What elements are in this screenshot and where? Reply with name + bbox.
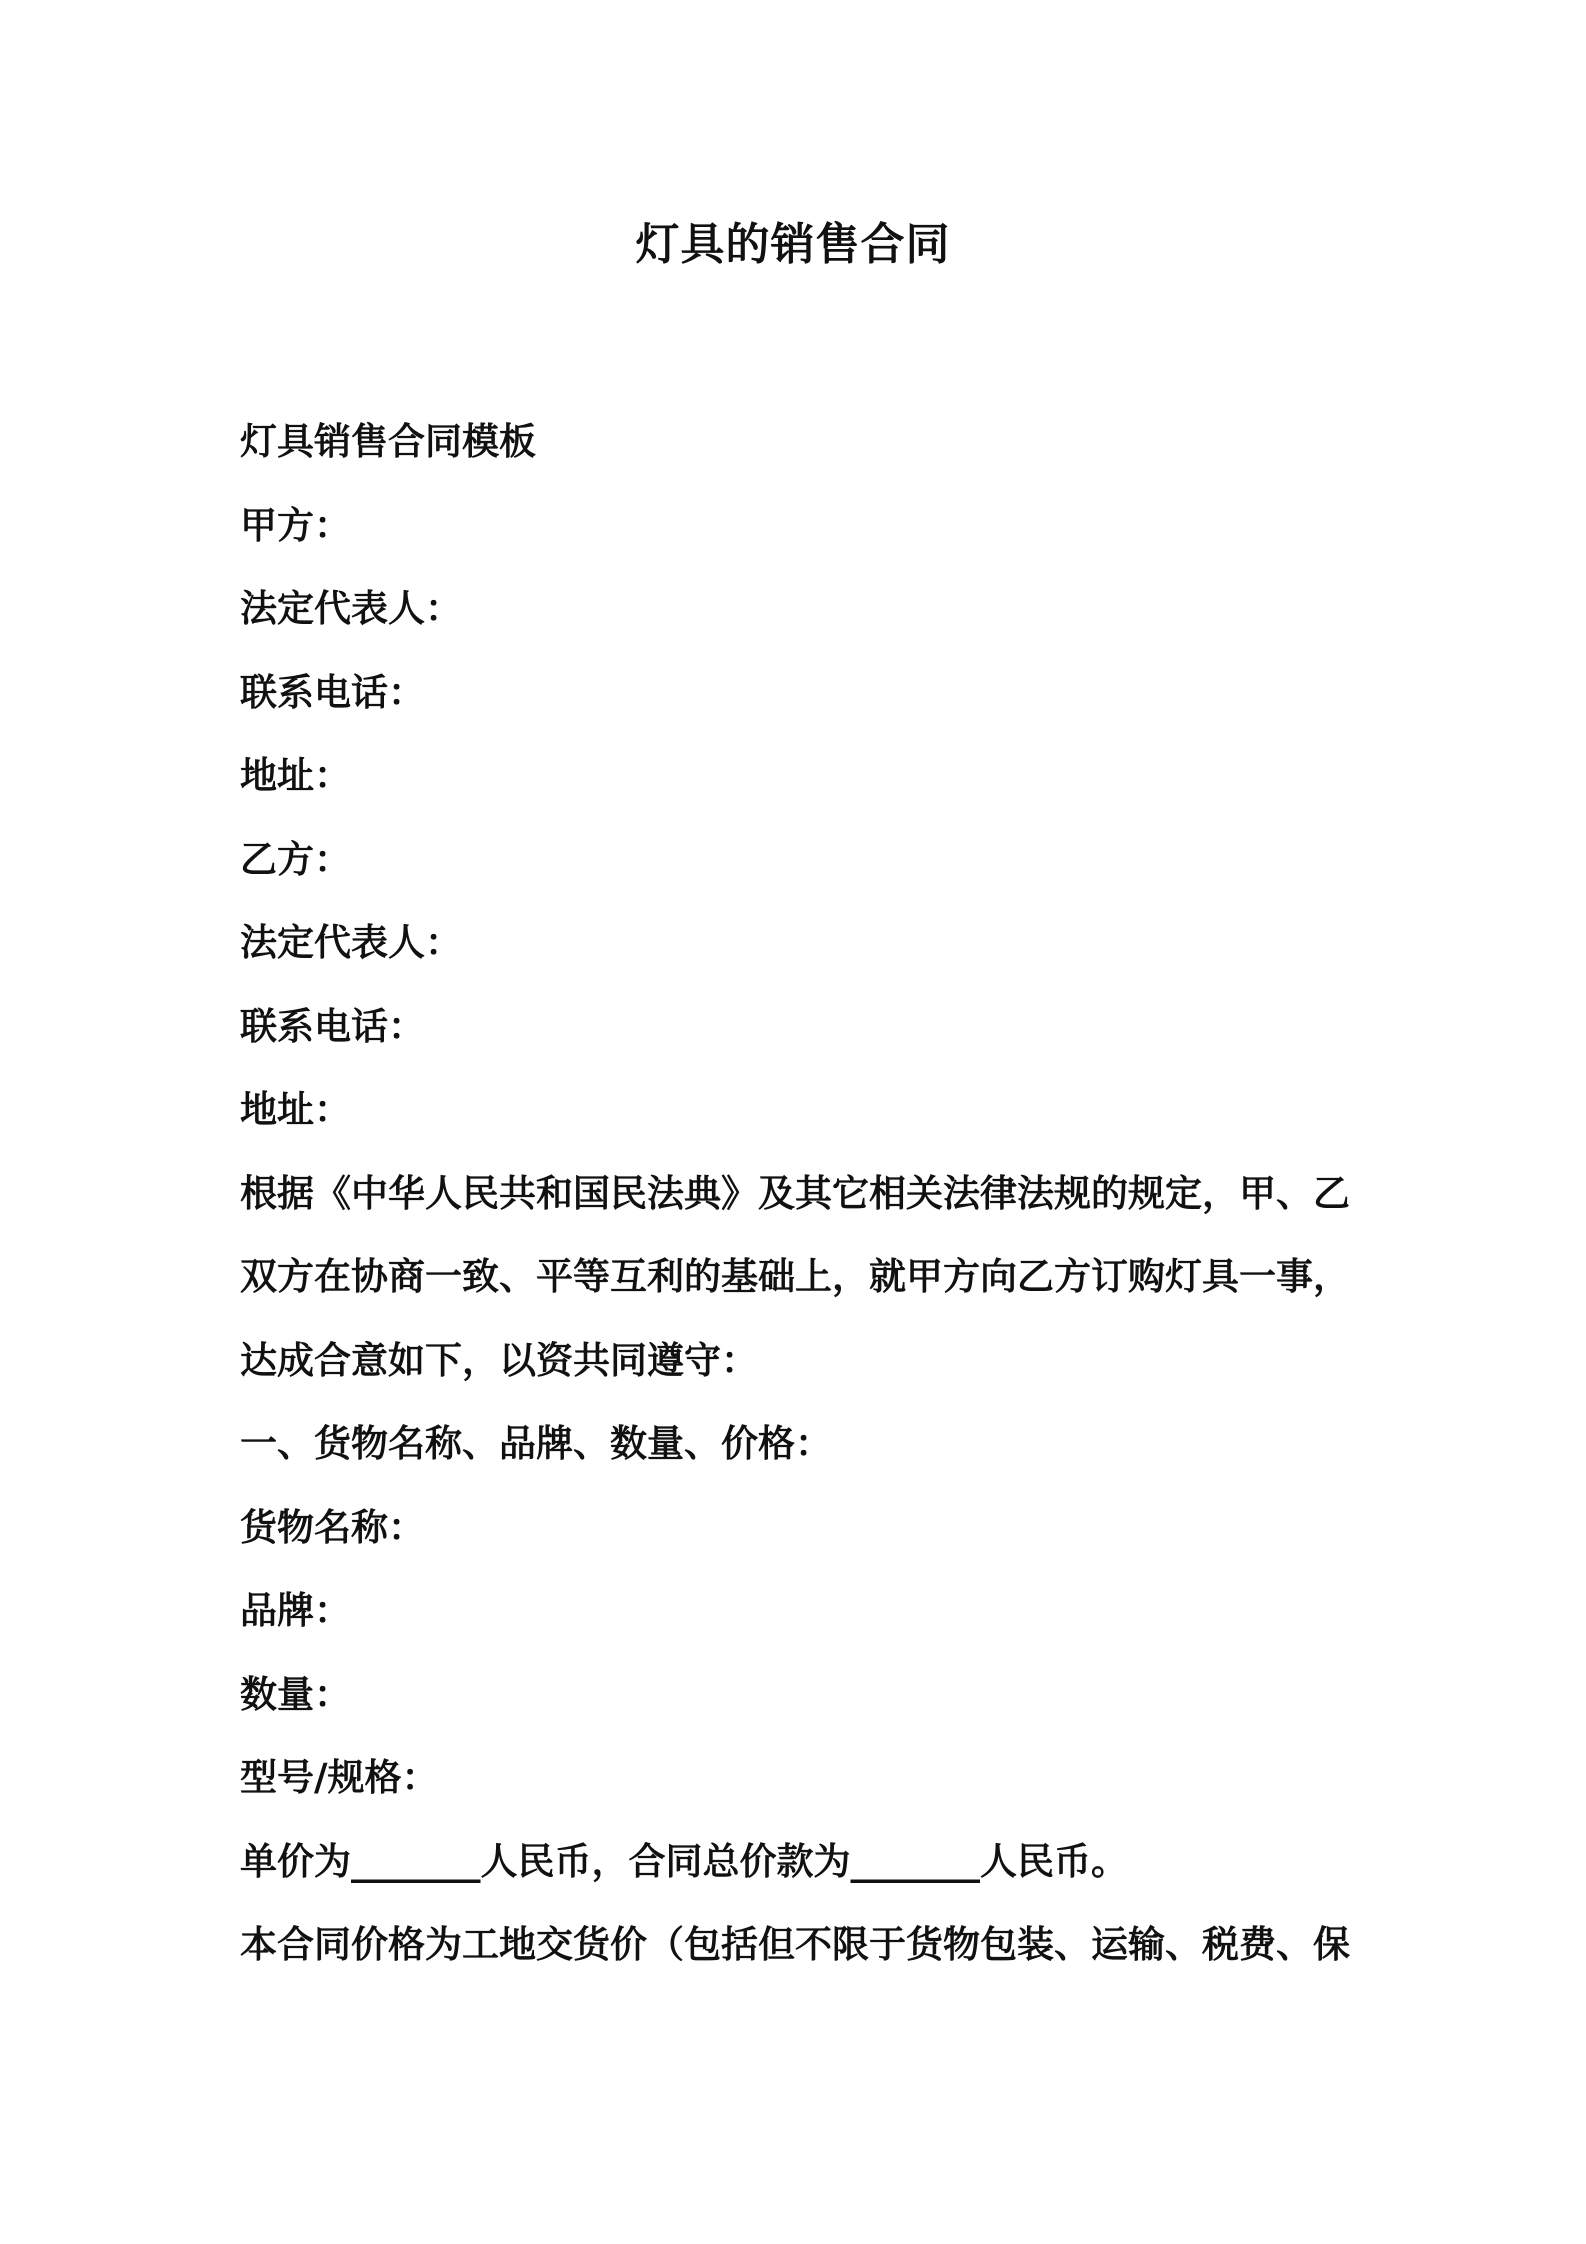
brand-line: 品牌： <box>240 1589 351 1632</box>
price-line: 单价为_______人民币，合同总价款为_______人民币。 <box>240 1839 1128 1883</box>
party-b-representative-line: 法定代表人： <box>240 921 462 964</box>
price-terms-line: 本合同价格为工地交货价（包括但不限于货物包装、运输、税费、保 <box>240 1923 1350 1966</box>
quantity-line: 数量： <box>240 1672 351 1716</box>
preamble-line-3: 达成合意如下，以资共同遵守： <box>240 1338 758 1382</box>
party-b-line: 乙方： <box>240 837 351 881</box>
section-1-heading: 一、货物名称、品牌、数量、价格： <box>240 1422 832 1465</box>
party-a-address-line: 地址： <box>240 754 351 797</box>
document-title: 灯具的销售合同 <box>635 219 951 270</box>
party-a-representative-line: 法定代表人： <box>240 587 462 630</box>
party-a-line: 甲方： <box>240 503 351 547</box>
document-body <box>240 400 1360 1987</box>
party-a-phone-line: 联系电话： <box>240 670 425 714</box>
subtitle-line: 灯具销售合同模板 <box>240 420 536 463</box>
party-b-phone-line: 联系电话： <box>240 1004 425 1048</box>
party-b-address-line: 地址： <box>240 1088 351 1131</box>
goods-name-line: 货物名称： <box>240 1505 425 1549</box>
preamble-line-1: 根据《中华人民共和国民法典》及其它相关法律法规的规定，甲、乙 <box>240 1171 1350 1215</box>
preamble-line-2: 双方在协商一致、平等互利的基础上，就甲方向乙方订购灯具一事， <box>240 1255 1350 1298</box>
model-spec-line: 型号/规格： <box>240 1756 439 1799</box>
